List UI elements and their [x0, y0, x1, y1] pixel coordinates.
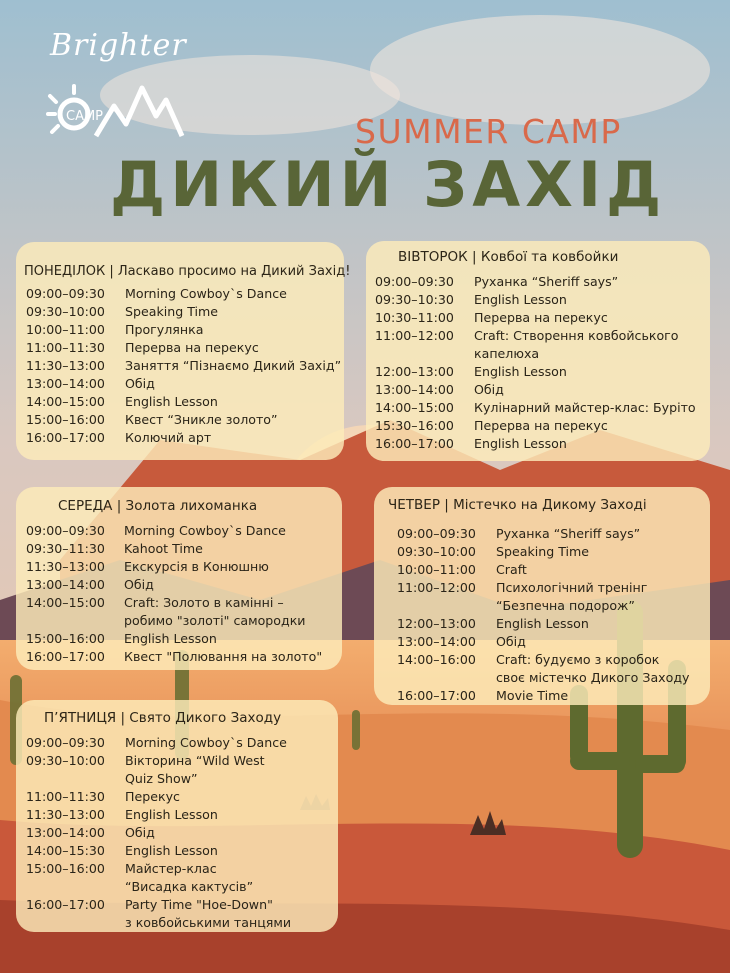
activity: Екскурсія в Конюшню: [124, 559, 269, 574]
schedule-row: [397, 651, 710, 687]
time-slot: 09:00–09:30: [26, 735, 105, 750]
time-slot: 14:00–16:00: [397, 652, 476, 667]
subtitle: SUMMER CAMP: [355, 112, 622, 151]
schedule-row: [26, 576, 342, 594]
schedule-row: [397, 525, 710, 543]
schedule-row: [375, 309, 710, 327]
time-slot: 16:00–17:00: [26, 649, 105, 664]
time-slot: 11:00–11:30: [26, 789, 105, 804]
time-slot: 11:30–13:00: [26, 807, 105, 822]
activity: English Lesson: [125, 394, 218, 409]
schedule-row: [26, 806, 338, 824]
time-slot: 14:00–15:30: [26, 843, 105, 858]
activity: English Lesson: [496, 616, 589, 631]
brand-name: Brighter: [50, 28, 187, 63]
schedule-row: [375, 417, 710, 435]
time-slot: 13:00–14:00: [375, 382, 454, 397]
activity: Обід: [125, 376, 155, 391]
schedule-list: [375, 273, 710, 453]
time-slot: 09:00–09:30: [26, 286, 105, 301]
schedule-row: [26, 734, 338, 752]
schedule-row: [26, 558, 342, 576]
activity: Заняття “Пізнаємо Дикий Захід”: [125, 358, 342, 373]
schedule-row: [397, 687, 710, 705]
time-slot: 14:00–15:00: [26, 595, 105, 610]
schedule-row: [26, 285, 344, 303]
activity: English Lesson: [124, 631, 217, 646]
day-card-friday: [16, 700, 338, 932]
activity: English Lesson: [474, 292, 567, 307]
time-slot: 09:30–10:30: [375, 292, 454, 307]
schedule-row: [26, 522, 342, 540]
activity: Квест "Полювання на золото": [124, 649, 323, 664]
schedule-row: [375, 363, 710, 381]
time-slot: 10:00–11:00: [397, 562, 476, 577]
time-slot: 11:30–13:00: [26, 358, 105, 373]
time-slot: 13:00–14:00: [26, 376, 105, 391]
day-card-monday: [16, 242, 351, 460]
activity: Психологічний тренінг “Безпечна подорож”: [496, 580, 648, 613]
time-slot: 09:00–09:30: [397, 526, 476, 541]
schedule-row: [375, 435, 710, 453]
schedule-row: [26, 411, 344, 429]
time-slot: 11:00–12:00: [375, 328, 454, 343]
time-slot: 16:00–17:00: [397, 688, 476, 703]
time-slot: 15:00–16:00: [26, 631, 105, 646]
schedule-row: [26, 357, 344, 375]
time-slot: 09:00–09:30: [26, 523, 105, 538]
schedule-row: [26, 594, 342, 630]
time-slot: 11:00–12:00: [397, 580, 476, 595]
schedule-row: [26, 393, 344, 411]
activity: Morning Cowboy`s Dance: [124, 523, 286, 538]
time-slot: 13:00–14:00: [397, 634, 476, 649]
activity: Morning Cowboy`s Dance: [125, 735, 287, 750]
time-slot: 09:30–11:30: [26, 541, 105, 556]
schedule-list: [26, 734, 338, 932]
schedule-row: [26, 321, 344, 339]
activity: Вікторина “Wild West Quiz Show”: [125, 753, 265, 786]
schedule-row: [26, 429, 344, 447]
brand-logo: [44, 22, 204, 142]
schedule-row: [375, 273, 710, 291]
activity: Обід: [124, 577, 154, 592]
activity: Колючий арт: [125, 430, 212, 445]
schedule-row: [26, 648, 342, 666]
schedule-row: [26, 339, 344, 357]
time-slot: 12:00–13:00: [375, 364, 454, 379]
schedule-row: [397, 615, 710, 633]
schedule-row: [26, 860, 338, 896]
schedule-list: [26, 522, 342, 666]
schedule-row: [26, 540, 342, 558]
activity: English Lesson: [125, 807, 218, 822]
activity: Руханка “Sheriff says”: [474, 274, 619, 289]
activity: Обід: [125, 825, 155, 840]
schedule-row: [397, 561, 710, 579]
schedule-row: [26, 752, 338, 788]
schedule-row: [375, 291, 710, 309]
time-slot: 11:00–11:30: [26, 340, 105, 355]
time-slot: 13:00–14:00: [26, 825, 105, 840]
time-slot: 15:00–16:00: [26, 861, 105, 876]
schedule-row: [26, 375, 344, 393]
activity: Перерва на перекус: [474, 418, 608, 433]
activity: Craft: [496, 562, 527, 577]
activity: Movie Time: [496, 688, 569, 703]
activity: Craft: Створення ковбойського капелюха: [474, 328, 679, 361]
time-slot: 10:30–11:00: [375, 310, 454, 325]
time-slot: 16:00–17:00: [26, 430, 105, 445]
activity: Kahoot Time: [124, 541, 203, 556]
schedule-row: [26, 788, 338, 806]
activity: Обід: [474, 382, 504, 397]
time-slot: 15:00–16:00: [26, 412, 105, 427]
schedule-row: [375, 399, 710, 417]
activity: Майстер-клас “Висадка кактусів”: [125, 861, 254, 894]
time-slot: 16:00–17:00: [26, 897, 105, 912]
activity: Speaking Time: [125, 304, 219, 319]
schedule-row: [397, 543, 710, 561]
day-heading: ПОНЕДІЛОК | Ласкаво просимо на Дикий Захід!: [24, 264, 351, 279]
time-slot: 12:00–13:00: [397, 616, 476, 631]
day-heading: П’ЯТНИЦЯ | Свято Дикого Заходу: [44, 710, 282, 726]
brand-mark: CAMP: [66, 109, 104, 124]
activity: English Lesson: [474, 436, 567, 451]
day-heading: СЕРЕДА | Золота лихоманка: [58, 498, 258, 514]
activity: Руханка “Sheriff says”: [496, 526, 641, 541]
schedule-list: [26, 285, 344, 447]
time-slot: 14:00–15:00: [26, 394, 105, 409]
activity: Кулінарний майстер-клас: Буріто: [474, 400, 696, 415]
activity: Перерва на перекус: [125, 340, 259, 355]
activity: Квест “Зникле золото”: [125, 412, 278, 427]
time-slot: 09:30–10:00: [397, 544, 476, 559]
time-slot: 14:00–15:00: [375, 400, 454, 415]
time-slot: 09:00–09:30: [375, 274, 454, 289]
time-slot: 16:00–17:00: [375, 436, 454, 451]
schedule-row: [26, 896, 338, 932]
schedule-row: [397, 633, 710, 651]
activity: English Lesson: [474, 364, 567, 379]
page-title: ДИКИЙ ЗАХІД: [110, 148, 667, 221]
activity: Перекус: [125, 789, 180, 804]
time-slot: 13:00–14:00: [26, 577, 105, 592]
time-slot: 11:30–13:00: [26, 559, 105, 574]
schedule-row: [26, 842, 338, 860]
day-card-thursday: [374, 487, 710, 705]
schedule-list: [397, 525, 710, 705]
day-card-tuesday: [366, 241, 710, 461]
activity: Craft: будуємо з коробок своє містечко Дикого Заходу: [496, 652, 690, 685]
activity: Party Time "Hoe-Down" з ковбойськими танцями: [125, 897, 292, 930]
schedule-row: [26, 630, 342, 648]
time-slot: 09:30–10:00: [26, 753, 105, 768]
activity: Перерва на перекус: [474, 310, 608, 325]
activity: Speaking Time: [496, 544, 590, 559]
schedule-row: [375, 381, 710, 399]
activity: Обід: [496, 634, 526, 649]
day-card-wednesday: [16, 487, 342, 670]
schedule-row: [397, 579, 710, 615]
schedule-row: [26, 824, 338, 842]
day-heading: ЧЕТВЕР | Містечко на Дикому Заході: [388, 497, 647, 513]
time-slot: 10:00–11:00: [26, 322, 105, 337]
activity: Craft: Золото в камінні – робимо "золоті" самородки: [124, 595, 306, 628]
activity: Прогулянка: [125, 322, 204, 337]
day-heading: ВІВТОРОК | Ковбої та ковбойки: [398, 249, 619, 265]
activity: English Lesson: [125, 843, 218, 858]
schedule-row: [26, 303, 344, 321]
mountain-sun-icon: [44, 66, 204, 146]
time-slot: 15:30–16:00: [375, 418, 454, 433]
schedule-row: [375, 327, 710, 363]
activity: Morning Cowboy`s Dance: [125, 286, 287, 301]
time-slot: 09:30–10:00: [26, 304, 105, 319]
